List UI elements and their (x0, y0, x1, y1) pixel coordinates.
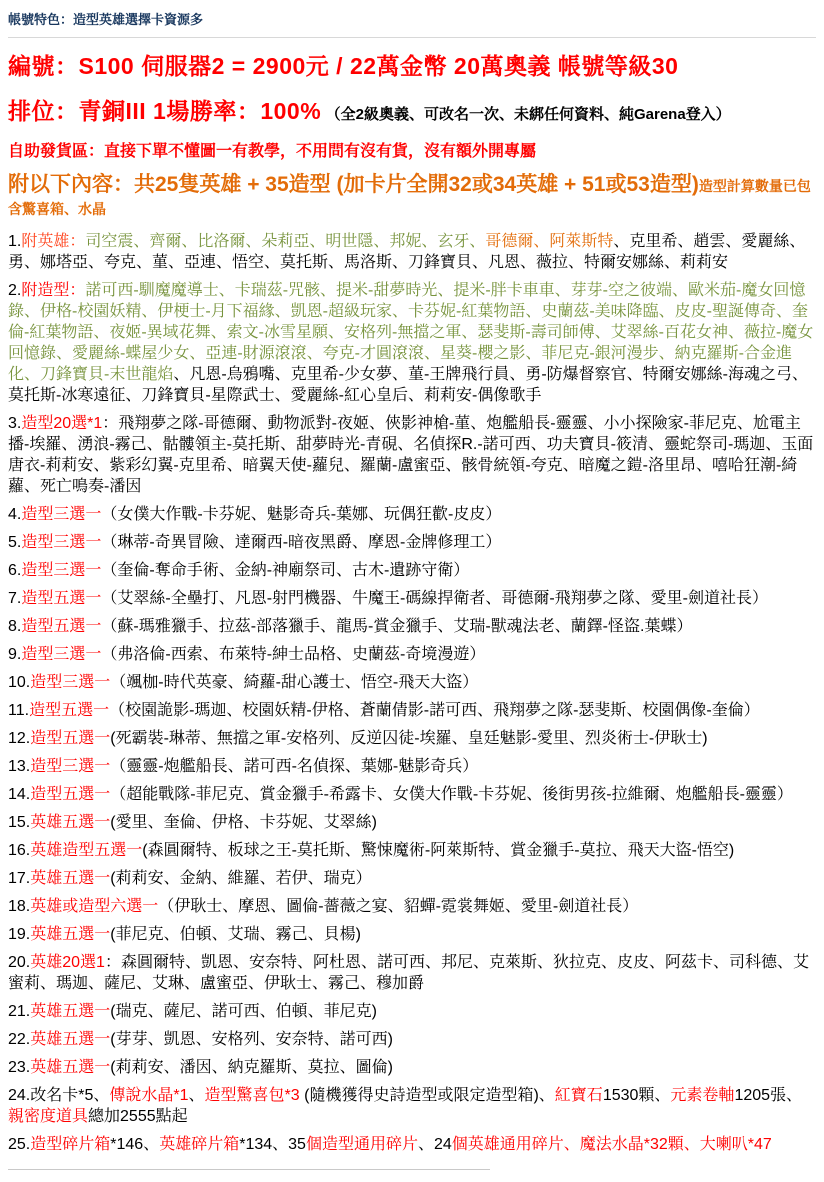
text-segment: 英雄造型五選一 (30, 841, 143, 859)
text-segment: 英雄碎片箱 (159, 1135, 240, 1153)
text-segment: 2. (8, 281, 22, 299)
list-item-22 (8, 1029, 816, 1050)
text-segment: 造型驚喜包*3 (204, 1086, 300, 1104)
text-segment: 造型三選一 (21, 645, 102, 663)
text-segment: 21. (8, 1002, 31, 1020)
list-item-7 (8, 588, 816, 609)
rank-line (8, 93, 816, 126)
text-segment: 造型三選一 (21, 505, 102, 523)
text-segment: 23. (8, 1058, 31, 1076)
text-segment: 英雄五選一 (30, 925, 111, 943)
text-segment: 造型三選一 (21, 561, 102, 579)
text-segment: （超能戰隊-菲尼克、賞金獵手-希露卡、女僕大作戰-卡芬妮、後街男孩-拉維爾、炮艦船長-靈靈） (110, 785, 793, 803)
text-segment: （颯枷-時代英豪、綺蘿-甜心護士、悟空-飛天大盜） (110, 673, 479, 691)
list-item-10 (8, 672, 816, 693)
text-segment: 25. (8, 1135, 31, 1153)
text-segment: 造型五選一 (21, 617, 102, 635)
text-segment: 造型五選一 (30, 729, 111, 747)
text-segment: 造型三選一 (21, 533, 102, 551)
text-segment: (死霸裝-琳蒂、無擋之軍-安格列、反逆囚徒-埃羅、皇廷魅影-愛里、烈炎術士-伊耿士) (110, 729, 708, 747)
text-segment: 1. (8, 232, 22, 250)
text-segment: 7. (8, 589, 22, 607)
contents-summary: 附以下內容：共25隻英雄 + 35造型 (加卡片全開32或34英雄 + 51或53造型) (8, 173, 699, 196)
rank-note: （全2級奧義、可改名一次、未綁任何資料、純Garena登入） (325, 106, 731, 123)
text-segment: 英雄20選1 (30, 953, 105, 971)
text-segment: 11. (8, 701, 30, 719)
text-segment: 諾可西-馴魔魔導士、卡瑞茲-咒骸、提米-甜夢時光、提米-胖卡車車、芽芽-空之彼端、歐米茄-魔女回憶錄、伊格-校園妖精、伊梗士-月下福緣、凱恩-超級玩家、卡芬妮-紅葉物語、史蘭茲-美味降臨、皮皮-聖誕傳奇、奎倫-紅葉物語、夜姬-異域花舞、索文-冰雪星願、安格列-無擋之軍、瑟斐斯-壽司師傅、艾翠絲-百花女神、薇拉-魔女回憶錄、愛麗絲-蝶屋少女、亞連-財源滾滾、夸克-才圓滾滾、星葵-櫻之影、菲尼克-銀河漫步、納克羅斯-合金進化、刀鋒寶貝-末世龍焰 (8, 281, 814, 383)
text-segment: 造型20選*1 (21, 414, 103, 432)
text-segment: 15. (8, 813, 31, 831)
text-segment: 哥德爾、阿萊斯特 (485, 232, 614, 250)
text-segment: 16. (8, 841, 31, 859)
text-segment: (愛里、奎倫、伊格、卡芬妮、艾翠絲) (110, 813, 377, 831)
list-item-23 (8, 1057, 816, 1078)
text-segment: 13. (8, 757, 31, 775)
text-segment: 造型三選一 (30, 673, 111, 691)
text-segment: 12. (8, 729, 31, 747)
text-segment: ：森圓爾特、凱恩、安奈特、阿杜恩、諾可西、邦尼、克萊斯、狄拉克、皮皮、阿茲卡、司科德、艾蜜莉、瑪迦、薩尼、艾琳、盧蜜亞、伊耿士、霧己、穆加爵 (8, 953, 809, 992)
list-item-19 (8, 924, 816, 945)
text-segment: 英雄或造型六選一 (30, 897, 159, 915)
text-segment: 傳說水晶*1 (109, 1086, 189, 1104)
text-segment: 6. (8, 561, 22, 579)
list-item-4 (8, 504, 816, 525)
listing-title: 編號：S100 伺服器2 = 2900元 / 22萬金幣 20萬奧義 帳號等級30 (8, 53, 679, 79)
list-item-25 (8, 1134, 816, 1155)
text-segment: （伊耿士、摩恩、圖倫-薔薇之宴、貂蟬-霓裳舞姬、愛里-劍道社長） (158, 897, 639, 915)
text-segment: 附造型： (21, 281, 86, 299)
list-item-6 (8, 560, 816, 581)
text-segment: 、凡恩-烏鴉嘴、克里希-少女夢、菫-王牌飛行員、勇-防爆督察官、特爾安娜絲-海魂之弓、莫托斯-冰寒遠征、刀鋒寶貝-星際武士、愛麗絲-紅心皇后、莉莉安-偶像歌手 (8, 365, 808, 404)
text-segment: (菲尼克、伯頓、艾瑞、霧己、貝楊) (110, 925, 361, 943)
text-segment: 、克里希、趙雲、愛麗絲、勇、娜塔亞、夸克、菫、亞連、悟空、莫托斯、馬洛斯、刀鋒寶貝、凡恩、薇拉、特爾安娜絲、莉莉安 (8, 232, 806, 271)
list-item-20 (8, 952, 816, 994)
text-segment: 英雄五選一 (30, 1002, 111, 1020)
list-item-2 (8, 280, 816, 406)
text-segment: （琳蒂-奇異冒險、達爾西-暗夜黑爵、摩恩-金牌修理工） (101, 533, 502, 551)
text-segment: ：飛翔夢之隊-哥德爾、動物派對-夜姬、俠影神槍-菫、炮艦船長-靈靈、小小探險家-菲尼克、尬電主播-埃羅、湧浪-霧己、骷髏領主-莫托斯、甜夢時光-青硯、名偵探R.-諾可西、功夫寶貝-筱清、靈蛇祭司-瑪迦、玉面唐衣-莉莉安、紫彩幻翼-克里希、暗翼天使-蘿兒、羅蘭-盧蜜亞、骸骨統領-夸克、暗魔之鎧-洛里昂、嘻哈狂潮-綺蘿、死亡鳴奏-潘因 (8, 414, 814, 495)
text-segment: 英雄五選一 (30, 869, 111, 887)
list-item-5 (8, 532, 816, 553)
text-segment: 19. (8, 925, 31, 943)
text-segment: 英雄五選一 (30, 1030, 111, 1048)
text-segment: 司空震、齊爾、比洛爾、朵莉亞、明世隱、邦妮、玄牙、 (85, 232, 486, 250)
list-item-15 (8, 812, 816, 833)
contents-note: 造型計算數量已包含驚喜箱、水晶 (8, 178, 811, 218)
text-segment: 附英雄： (21, 232, 86, 250)
list-item-14 (8, 784, 816, 805)
list-item-11 (8, 700, 816, 721)
text-segment: 3. (8, 414, 22, 432)
text-segment: （女僕大作戰-卡芬妮、魅影奇兵-葉娜、玩偶狂歡-皮皮） (101, 505, 502, 523)
text-segment: 造型五選一 (30, 785, 111, 803)
text-segment: 英雄五選一 (30, 813, 111, 831)
rank-text: 排位：青銅III 1場勝率：100% (8, 98, 322, 124)
text-segment: 親密度道具 (8, 1107, 89, 1125)
text-segment: 1530顆、 (602, 1086, 671, 1104)
text-segment: （蘇-瑪雅獵手、拉茲-部落獵手、龍馬-賞金獵手、艾瑞-獸魂法老、蘭鐸-怪盜.葉蝶） (101, 617, 693, 635)
list-item-16 (8, 840, 816, 861)
list-item-9 (8, 644, 816, 665)
text-segment: 8. (8, 617, 22, 635)
text-segment: 24. (8, 1086, 31, 1104)
list-item-24 (8, 1085, 816, 1127)
list-item-21 (8, 1001, 816, 1022)
text-segment: (芽芽、凱恩、安格列、安奈特、諾可西) (110, 1030, 393, 1048)
text-segment: 17. (8, 869, 31, 887)
contents-heading (8, 171, 816, 221)
text-segment: 個造型通用碎片 (305, 1135, 418, 1153)
text-segment: 總加2555點起 (88, 1107, 188, 1125)
self-service-shipping-note: 自助發貨區：直接下單不懂圖一有教學，不用問有沒有貨，沒有額外開專屬 (8, 143, 537, 160)
text-segment: （艾翠絲-全壘打、凡恩-射門機器、牛魔王-碼線捍衛者、哥德爾-飛翔夢之隊、愛里-劍道社長） (101, 589, 769, 607)
text-segment: （靈靈-炮艦船長、諾可西-名偵探、葉娜-魅影奇兵） (110, 757, 479, 775)
bottom-divider (8, 1169, 490, 1170)
text-segment: *134、35 (239, 1135, 306, 1153)
account-feature-header: 帳號特色：造型英雄選擇卡資源多 (8, 6, 816, 38)
text-segment: (森圓爾特、板球之王-莫托斯、驚悚魔術-阿萊斯特、賞金獵手-莫拉、飛天大盜-悟空) (142, 841, 735, 859)
list-item-3 (8, 413, 816, 497)
text-segment: 、24 (417, 1135, 452, 1153)
text-segment: （弗洛倫-西索、布萊特-紳士品格、史蘭茲-奇境漫遊） (101, 645, 486, 663)
text-segment: 18. (8, 897, 31, 915)
text-segment: 造型五選一 (21, 589, 102, 607)
text-segment: 個英雄通用碎片、魔法水晶*32顆、大喇叭*47 (451, 1135, 772, 1153)
list-item-18 (8, 896, 816, 917)
text-segment: 元素卷軸 (670, 1086, 735, 1104)
item-list (8, 231, 816, 1155)
list-item-8 (8, 616, 816, 637)
text-segment: (隨機獲得史詩造型或限定造型箱)、 (299, 1086, 555, 1104)
text-segment: 造型三選一 (30, 757, 111, 775)
text-segment: 10. (8, 673, 31, 691)
text-segment: 、 (188, 1086, 205, 1104)
text-segment: 改名卡*5、 (30, 1086, 110, 1104)
list-item-1 (8, 231, 816, 273)
text-segment: (瑞克、薩尼、諾可西、伯頓、菲尼克) (110, 1002, 377, 1020)
text-segment: 造型五選一 (29, 701, 110, 719)
list-item-13 (8, 756, 816, 777)
text-segment: 9. (8, 645, 22, 663)
text-segment: (莉莉安、潘因、納克羅斯、莫拉、圖倫) (110, 1058, 393, 1076)
list-item-12 (8, 728, 816, 749)
text-segment: 14. (8, 785, 31, 803)
text-segment: *146、 (110, 1135, 160, 1153)
list-item-17 (8, 868, 816, 889)
text-segment: 造型碎片箱 (30, 1135, 111, 1153)
text-segment: 22. (8, 1030, 31, 1048)
text-segment: 20. (8, 953, 31, 971)
text-segment: (莉莉安、金納、維羅、若伊、瑞克） (110, 869, 372, 887)
text-segment: 紅寶石 (554, 1086, 603, 1104)
text-segment: （奎倫-奪命手術、金納-神廟祭司、古木-遺跡守衛） (101, 561, 470, 579)
text-segment: 5. (8, 533, 22, 551)
text-segment: 英雄五選一 (30, 1058, 111, 1076)
text-segment: 4. (8, 505, 22, 523)
text-segment: （校園詭影-瑪迦、校園妖精-伊格、蒼蘭倩影-諾可西、飛翔夢之隊-瑟斐斯、校園偶像-奎倫） (109, 701, 760, 719)
text-segment: 1205張、 (734, 1086, 803, 1104)
